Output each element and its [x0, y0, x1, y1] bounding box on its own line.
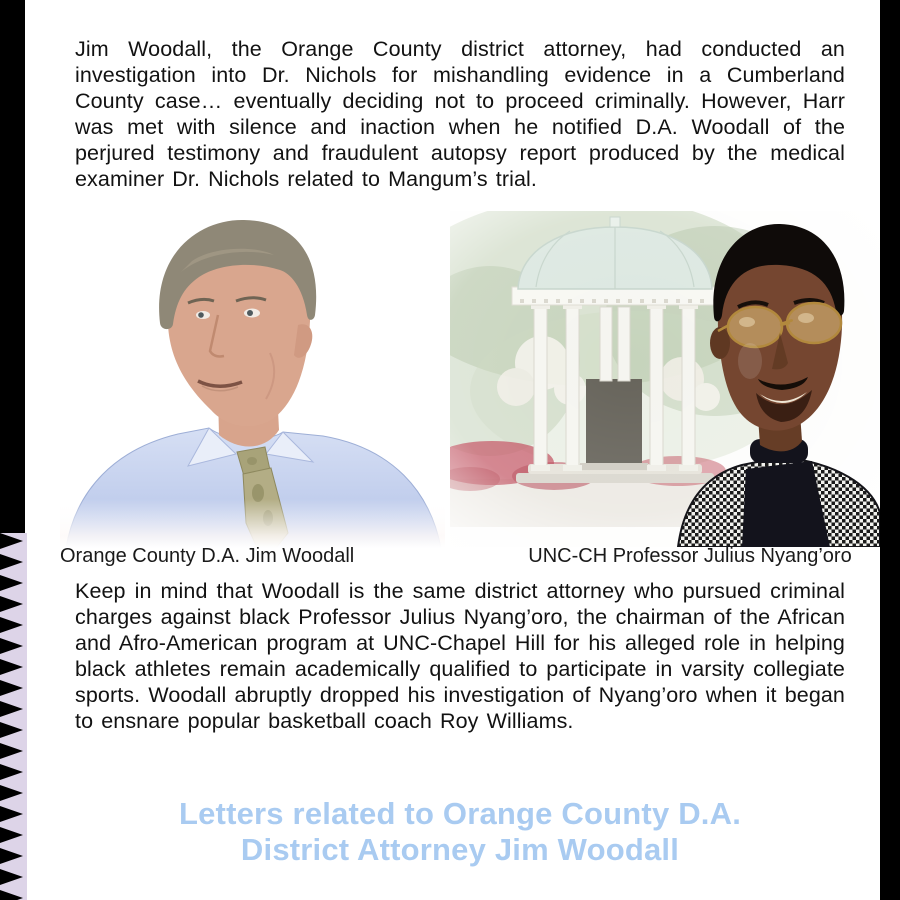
letters-heading-line1: Letters related to Orange County D.A.	[178, 796, 742, 831]
paragraph-woodall-investigation: Jim Woodall, the Orange County district attorney, had conducted an investigation into Dr. Nichols for mishandling evidence in a Cumberland County case… eventually deciding not to proceed criminally. However, Harr was met with silence and inaction when he notified D.A. Woodall of the perjured testimony and fraudulent autopsy report produced by the medical examiner Dr. Nichols related to Mangum’s trial.	[75, 37, 845, 191]
caption-nyangoro: UNC-CH Professor Julius Nyang’oro	[528, 545, 852, 567]
left-border-zigzag	[0, 533, 27, 900]
old-well-portrait-illustration	[450, 211, 880, 547]
photo-bottom-fade	[60, 499, 445, 548]
woodall-portrait-illustration	[60, 203, 445, 548]
nyangoro-old-well-photo	[450, 211, 880, 547]
left-border-bar	[0, 0, 25, 533]
paragraph-nyangoro-charges: Keep in mind that Woodall is the same district attorney who pursued criminal charges against black Professor Julius Nyang’oro, the chairman of the African and Afro-American program at UNC-Chapel Hill for his alleged role in helping black athletes remain academically qualified to participate in varsity collegiate sports. Woodall abruptly dropped his investigation of Nyang’oro when it began to ensnare popular basketball coach Roy Williams.	[75, 579, 845, 733]
letters-heading-line2: District Attorney Jim Woodall	[240, 832, 680, 867]
right-border-bar	[880, 0, 900, 900]
woodall-head	[159, 220, 316, 426]
zigzag-pattern-icon	[0, 533, 27, 900]
letters-heading	[75, 796, 845, 868]
woodall-photo	[60, 203, 445, 548]
caption-woodall: Orange County D.A. Jim Woodall	[60, 545, 355, 567]
